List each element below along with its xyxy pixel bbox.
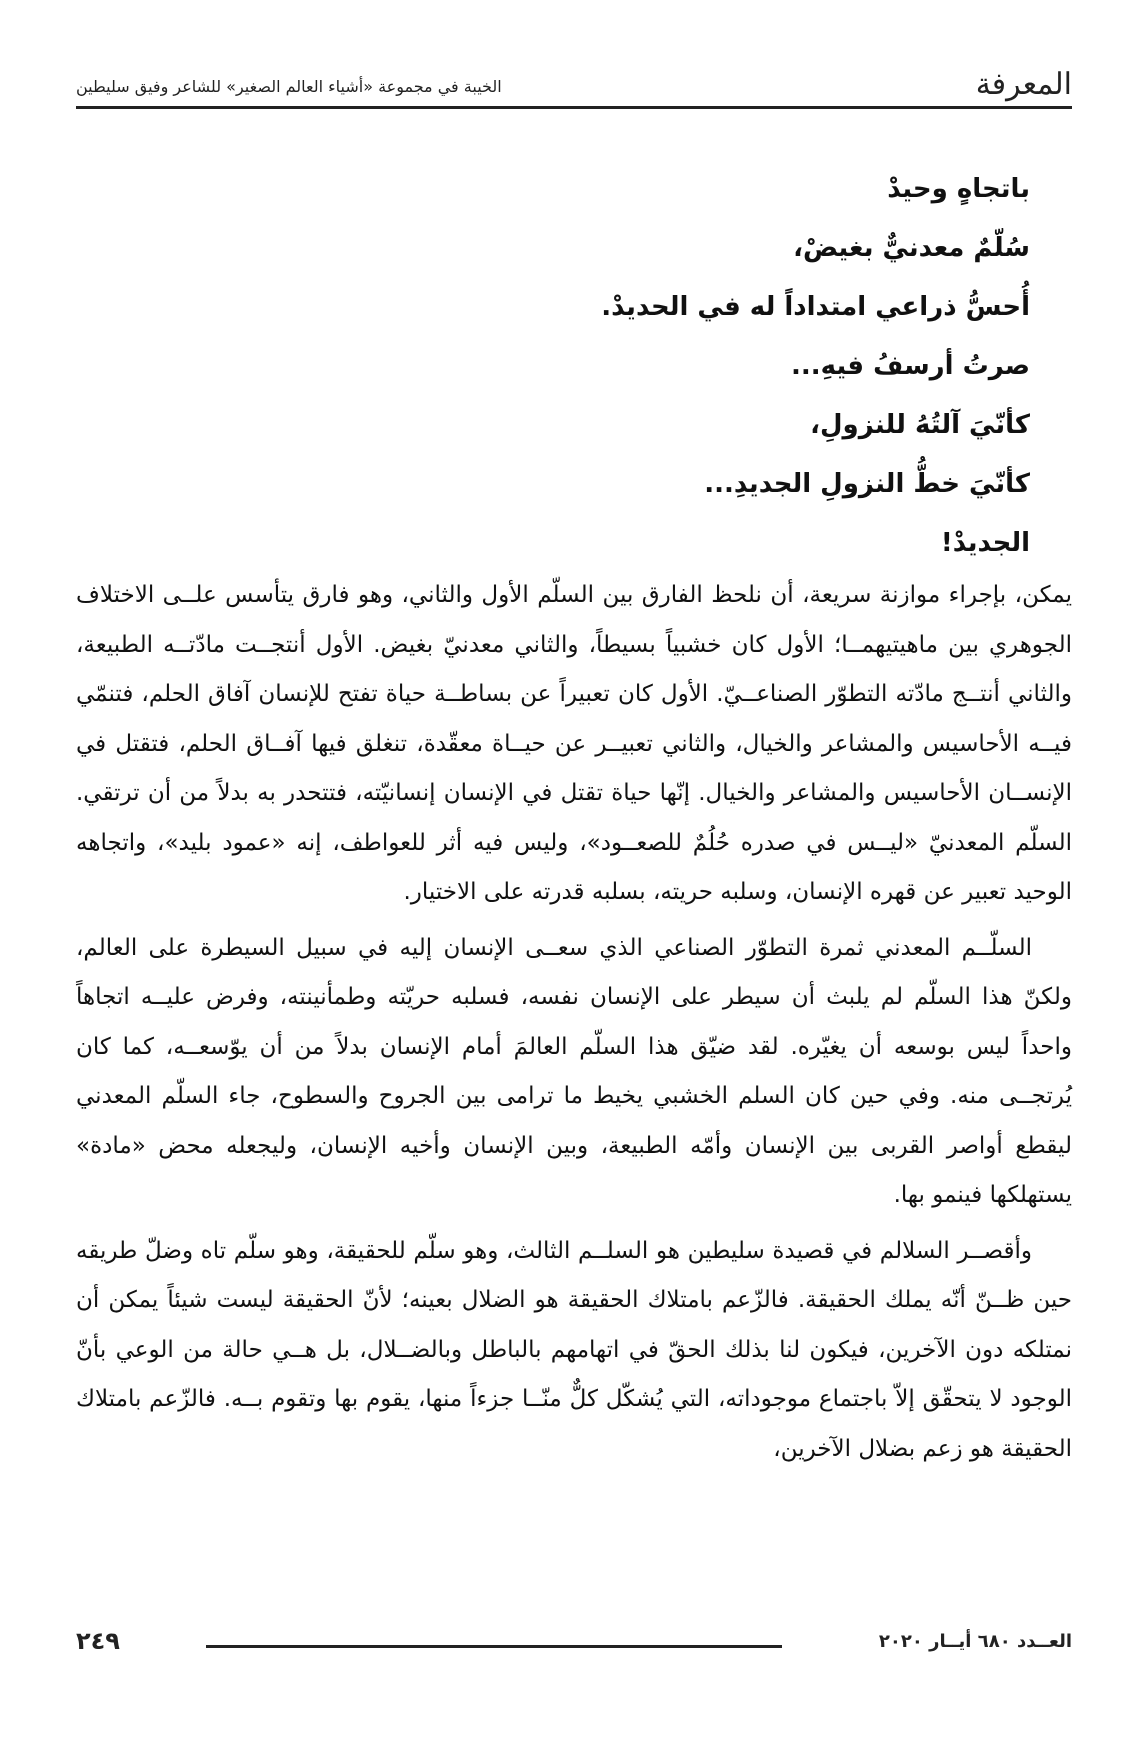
poem-excerpt <box>76 160 1030 573</box>
running-article-title: الخيبة في مجموعة «أشياء العالم الصغير» للشاعر وفيق سليطين <box>76 77 502 96</box>
journal-logo: المعرفة <box>975 67 1072 102</box>
body-paragraph: وأقصــر السلالم في قصيدة سليطين هو السلــم الثالث، وهو سلّم للحقيقة، وهو سلّم تاه وضلّ طريقه حين ظــنّ أنّه يملك الحقيقة. فالزّعم بامتلاك الحقيقة هو الضلال بعينه؛ لأنّ الحقيقة ليست شيئاً يمكن أن نمتلكه دون الآخرين، فيكون لنا بذلك الحقّ في اتهامهم بالباطل وبالضــلال، بل هــي حالة من الوعي بأنّ الوجود لا يتحقّق إلاّ باجتماع موجوداته، التي يُشكّل كلٌّ منّــا جزءاً منها، يقوم بها وتقوم بــه. فالزّعم بامتلاك الحقيقة هو زعم بضلال الآخرين، <box>76 1237 1072 1462</box>
poem-line: الجديدْ! <box>940 528 1030 558</box>
poem-line: أُحسُّ ذراعي امتداداً له في الحديدْ. <box>601 292 1030 322</box>
poem-line: كأنّيَ آلتُهُ للنزولِ، <box>810 410 1030 440</box>
footer-divider <box>206 1645 782 1648</box>
poem-line: كأنّيَ خطُّ النزولِ الجديدِ... <box>704 469 1030 499</box>
article-body <box>76 571 1072 1480</box>
page-footer <box>76 1625 1072 1665</box>
issue-info: العــدد ٦٨٠ أيــار ٢٠٢٠ <box>878 1631 1072 1652</box>
page-number: ٢٤٩ <box>76 1627 120 1655</box>
body-paragraph: السلّــم المعدني ثمرة التطوّر الصناعي الذي سعــى الإنسان إليه في سبيل السيطرة على العالم، ولكنّ هذا السلّم لم يلبث أن سيطر على الإنسان نفسه، فسلبه حريّته وطمأنينته، وفرض عليــه اتجاهاً واحداً ليس بوسعه أن يغيّره. لقد ضيّق هذا السلّم العالمَ أمام الإنسان بدلاً من أن يوّسعــه، كما كان يُرتجــى منه. وفي حين كان السلم الخشبي يخيط ما ترامى بين الجروح والسطوح، جاء السلّم المعدني ليقطع أواصر القربى بين الإنسان وأمّه الطبيعة، وبين الإنسان وأخيه الإنسان، وليجعله محض «مادة» يستهلكها فينمو بها. <box>76 934 1072 1208</box>
poem-line: باتجاهٍ وحيدْ <box>887 174 1030 204</box>
poem-line: صرتُ أرسفُ فيهِ... <box>791 351 1030 381</box>
body-paragraph: يمكن، بإجراء موازنة سريعة، أن نلحظ الفارق بين السلّم الأول والثاني، وهو فارق يتأسس علــى الاختلاف الجوهري بين ماهيتيهمــا؛ الأول كان خشبياً بسيطاً، والثاني معدنيّ بغيض. الأول أنتجــت مادّتــه الطبيعة، والثاني أنتــج مادّته التطوّر الصناعــيّ. الأول كان تعبيراً عن بساطــة حياة تفتح للإنسان آفاق الحلم، فتنمّي فيــه الأحاسيس والمشاعر والخيال، والثاني تعبيــر عن حيــاة معقّدة، تنغلق فيها آفــاق الحلم، فتقتل في الإنســان الأحاسيس والمشاعر والخيال. إنّها حياة تقتل في الإنسان إنسانيّته، فتتحدر به بدلاً من أن ترتقي. السلّم المعدنيّ «ليــس في صدره حُلُمٌ للصعــود»، وليس فيه أثر للعواطف، إنه «عمود بليد»، واتجاهه الوحيد تعبير عن قهره الإنسان، وسلبه حريته، بسلبه قدرته على الاختيار. <box>76 582 1072 905</box>
page-header <box>76 60 1072 100</box>
poem-line: سُلّمٌ معدنيٌّ بغيضْ، <box>793 233 1030 263</box>
header-divider <box>76 106 1072 109</box>
